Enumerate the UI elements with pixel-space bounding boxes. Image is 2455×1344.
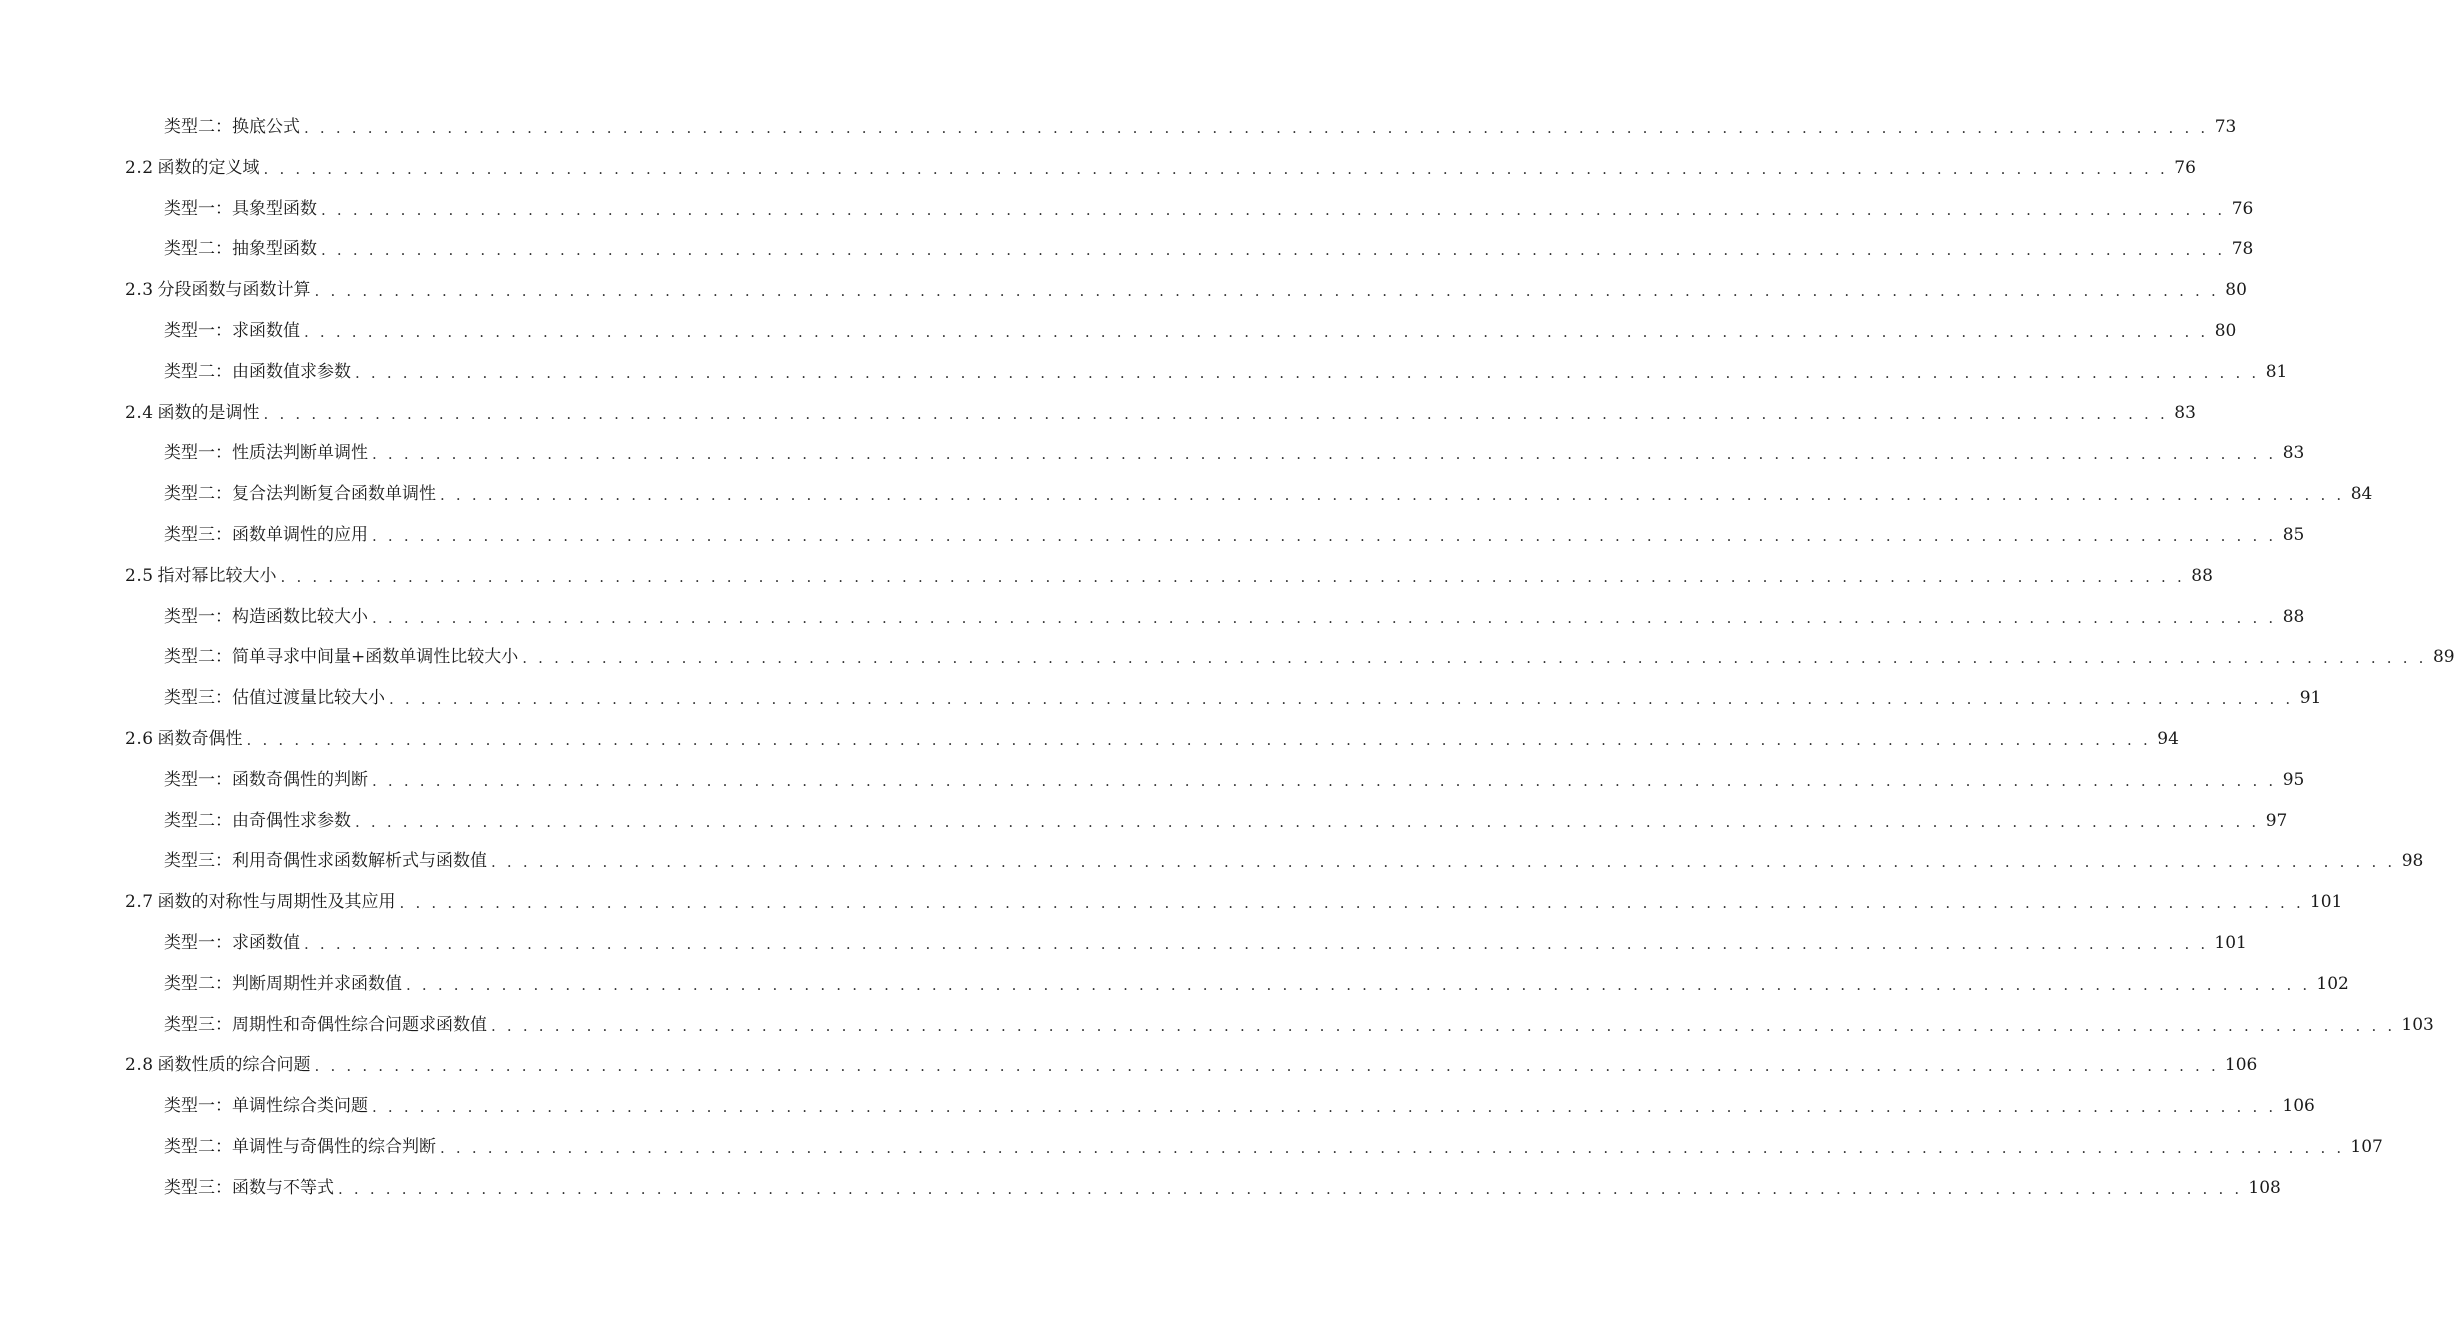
toc-entry-title: 类型二：单调性与奇偶性的综合判断	[164, 1137, 436, 1157]
toc-dot-leader: . . . . . . . . . . . . . . . . . . . . . . . . . . . . . . . . . . . . . . . . . . . . . . . . . . . . . . . . . . . . . . . . . . . . . . . . . . . . . . . . . . . . . . . . . . . . . . . . . . . . . . . . . . . . . . . . . . . . . . . .	[372, 771, 2277, 790]
toc-entry-title: 类型一：函数奇偶性的判断	[164, 769, 368, 790]
toc-section-number: 2.7	[125, 892, 154, 913]
toc-page-number: 88	[2191, 565, 2213, 586]
toc-dot-leader: . . . . . . . . . . . . . . . . . . . . . . . . . . . . . . . . . . . . . . . . . . . . . . . . . . . . . . . . . . . . . . . . . . . . . . . . . . . . . . . . . . . . . . . . . . . . . . . . . . . . . . . . . . . . . . . . . . . . . . . .	[304, 119, 2209, 137]
toc-entry-title: 分段函数与函数计算	[157, 280, 311, 301]
toc-entry-title: 类型一：求函数值	[164, 933, 300, 953]
toc-subsection-entry[interactable]	[0, 683, 2322, 713]
toc-page-number: 76	[2174, 157, 2196, 178]
toc-page-number: 73	[2214, 117, 2237, 137]
toc-entry-title: 类型二：抽象型函数	[164, 239, 317, 260]
toc-section-entry[interactable]	[0, 398, 2196, 428]
toc-subsection-entry[interactable]	[0, 1173, 2281, 1203]
toc-subsection-entry[interactable]	[0, 234, 2254, 264]
toc-entry-title: 指对幂比较大小	[157, 565, 277, 586]
toc-section-number: 2.3	[125, 280, 154, 301]
toc-page-number: 107	[2350, 1137, 2383, 1157]
toc-page-number: 76	[2231, 198, 2254, 219]
toc-subsection-entry[interactable]	[0, 806, 2288, 836]
toc-page-number: 94	[2157, 729, 2179, 749]
toc-dot-leader: . . . . . . . . . . . . . . . . . . . . . . . . . . . . . . . . . . . . . . . . . . . . . . . . . . . . . . . . . . . . . . . . . . . . . . . . . . . . . . . . . . . . . . . . . . . . . . . . . . . . . . . . . . . . . . . . . . . . . . . .	[440, 1139, 2345, 1157]
toc-subsection-entry[interactable]	[0, 602, 2305, 632]
toc-section-number: 2.6	[125, 729, 154, 749]
toc-page-number: 78	[2231, 239, 2254, 260]
toc-section-number: 2.5	[125, 565, 154, 586]
toc-subsection-entry[interactable]	[0, 1091, 2315, 1121]
toc-dot-leader: . . . . . . . . . . . . . . . . . . . . . . . . . . . . . . . . . . . . . . . . . . . . . . . . . . . . . . . . . . . . . . . . . . . . . . . . . . . . . . . . . . . . . . . . . . . . . . . . . . . . . . . . . . . . . . . . . . . . . . . .	[280, 567, 2185, 586]
toc-entry-title: 类型一：具象型函数	[164, 198, 317, 219]
toc-page-number: 81	[2265, 361, 2288, 382]
toc-entry-title: 类型三：估值过渡量比较大小	[164, 688, 385, 709]
toc-dot-leader: . . . . . . . . . . . . . . . . . . . . . . . . . . . . . . . . . . . . . . . . . . . . . . . . . . . . . . . . . . . . . . . . . . . . . . . . . . . . . . . . . . . . . . . . . . . . . . . . . . . . . . . . . . . . . . . . . . . . . . . .	[355, 363, 2260, 382]
toc-page-number: 106	[2282, 1096, 2315, 1117]
toc-section-number: 2.2	[125, 157, 154, 178]
toc-section-number: 2.8	[125, 1055, 154, 1076]
toc-dot-leader: . . . . . . . . . . . . . . . . . . . . . . . . . . . . . . . . . . . . . . . . . . . . . . . . . . . . . . . . . . . . . . . . . . . . . . . . . . . . . . . . . . . . . . . . . . . . . . . . . . . . . . . . . . . . . . . . . . . . . . . .	[246, 731, 2151, 749]
toc-entry-title: 类型一：性质法判断单调性	[164, 443, 368, 464]
toc-dot-leader: . . . . . . . . . . . . . . . . . . . . . . . . . . . . . . . . . . . . . . . . . . . . . . . . . . . . . . . . . . . . . . . . . . . . . . . . . . . . . . . . . . . . . . . . . . . . . . . . . . . . . . . . . . . . . . . . . . . . . . . .	[263, 404, 2168, 423]
toc-section-entry[interactable]	[0, 561, 2213, 591]
toc-section-entry[interactable]	[0, 153, 2196, 183]
toc-dot-leader: . . . . . . . . . . . . . . . . . . . . . . . . . . . . . . . . . . . . . . . . . . . . . . . . . . . . . . . . . . . . . . . . . . . . . . . . . . . . . . . . . . . . . . . . . . . . . . . . . . . . . . . . . . . . . . . . . . . . . . . .	[372, 445, 2277, 464]
toc-dot-leader: . . . . . . . . . . . . . . . . . . . . . . . . . . . . . . . . . . . . . . . . . . . . . . . . . . . . . . . . . . . . . . . . . . . . . . . . . . . . . . . . . . . . . . . . . . . . . . . . . . . . . . . . . . . . . . . . . . . . . . . .	[372, 1098, 2277, 1117]
toc-entry-title: 函数奇偶性	[157, 729, 243, 749]
toc-dot-leader: . . . . . . . . . . . . . . . . . . . . . . . . . . . . . . . . . . . . . . . . . . . . . . . . . . . . . . . . . . . . . . . . . . . . . . . . . . . . . . . . . . . . . . . . . . . . . . . . . . . . . . . . . . . . . . . . . . . . . . . .	[406, 975, 2311, 994]
toc-subsection-entry[interactable]	[0, 112, 2237, 142]
toc-dot-leader: . . . . . . . . . . . . . . . . . . . . . . . . . . . . . . . . . . . . . . . . . . . . . . . . . . . . . . . . . . . . . . . . . . . . . . . . . . . . . . . . . . . . . . . . . . . . . . . . . . . . . . . . . . . . . . . . . . . . . . . .	[321, 200, 2226, 219]
toc-subsection-entry[interactable]	[0, 357, 2288, 387]
toc-section-entry[interactable]	[0, 1050, 2258, 1080]
toc-dot-leader: . . . . . . . . . . . . . . . . . . . . . . . . . . . . . . . . . . . . . . . . . . . . . . . . . . . . . . . . . . . . . . . . . . . . . . . . . . . . . . . . . . . . . . . . . . . . . . . . . . . . . . . . . . . . . . . . . . . . . . . .	[522, 649, 2427, 668]
toc-page-number: 80	[2225, 280, 2247, 301]
toc-entry-title: 类型三：函数单调性的应用	[164, 525, 368, 545]
toc-entry-title: 类型一：构造函数比较大小	[164, 606, 368, 627]
toc-entry-title: 类型三：利用奇偶性求函数解析式与函数值	[164, 851, 487, 872]
toc-entry-title: 类型二：由函数值求参数	[164, 361, 351, 382]
toc-dot-leader: . . . . . . . . . . . . . . . . . . . . . . . . . . . . . . . . . . . . . . . . . . . . . . . . . . . . . . . . . . . . . . . . . . . . . . . . . . . . . . . . . . . . . . . . . . . . . . . . . . . . . . . . . . . . . . . . . . . . . . . .	[491, 853, 2396, 872]
toc-page-number: 85	[2282, 525, 2305, 545]
toc-entry-title: 类型一：单调性综合类问题	[164, 1096, 368, 1117]
toc-subsection-entry[interactable]	[0, 969, 2349, 999]
toc-section-entry[interactable]	[0, 724, 2179, 754]
toc-subsection-entry[interactable]	[0, 846, 2424, 876]
toc-page-number: 108	[2248, 1177, 2281, 1198]
toc-page-number: 83	[2282, 443, 2305, 464]
toc-subsection-entry[interactable]	[0, 316, 2237, 346]
toc-dot-leader: . . . . . . . . . . . . . . . . . . . . . . . . . . . . . . . . . . . . . . . . . . . . . . . . . . . . . . . . . . . . . . . . . . . . . . . . . . . . . . . . . . . . . . . . . . . . . . . . . . . . . . . . . . . . . . . . . . . . . . . .	[338, 1179, 2243, 1198]
toc-dot-leader: . . . . . . . . . . . . . . . . . . . . . . . . . . . . . . . . . . . . . . . . . . . . . . . . . . . . . . . . . . . . . . . . . . . . . . . . . . . . . . . . . . . . . . . . . . . . . . . . . . . . . . . . . . . . . . . . . . . . . . . .	[440, 486, 2345, 505]
toc-entry-title: 类型二：判断周期性并求函数值	[164, 973, 402, 994]
toc-subsection-entry[interactable]	[0, 765, 2305, 795]
toc-dot-leader: . . . . . . . . . . . . . . . . . . . . . . . . . . . . . . . . . . . . . . . . . . . . . . . . . . . . . . . . . . . . . . . . . . . . . . . . . . . . . . . . . . . . . . . . . . . . . . . . . . . . . . . . . . . . . . . . . . . . . . . .	[389, 690, 2294, 709]
toc-dot-leader: . . . . . . . . . . . . . . . . . . . . . . . . . . . . . . . . . . . . . . . . . . . . . . . . . . . . . . . . . . . . . . . . . . . . . . . . . . . . . . . . . . . . . . . . . . . . . . . . . . . . . . . . . . . . . . . . . . . . . . . .	[304, 935, 2209, 953]
toc-subsection-entry[interactable]	[0, 520, 2305, 550]
toc-entry-title: 函数的定义域	[157, 157, 260, 178]
toc-entry-title: 函数的是调性	[157, 402, 260, 423]
toc-subsection-entry[interactable]	[0, 194, 2254, 224]
toc-page-number: 101	[2214, 933, 2247, 953]
toc-entry-title: 类型二：复合法判断复合函数单调性	[164, 484, 436, 505]
toc-page-number: 102	[2316, 973, 2349, 994]
toc-page-number: 95	[2282, 769, 2305, 790]
toc-page-number: 84	[2350, 484, 2373, 505]
toc-section-number: 2.4	[125, 402, 154, 423]
toc-dot-leader: . . . . . . . . . . . . . . . . . . . . . . . . . . . . . . . . . . . . . . . . . . . . . . . . . . . . . . . . . . . . . . . . . . . . . . . . . . . . . . . . . . . . . . . . . . . . . . . . . . . . . . . . . . . . . . . . . . . . . . . .	[372, 527, 2277, 545]
toc-page-number: 98	[2401, 851, 2424, 872]
toc-subsection-entry[interactable]	[0, 438, 2305, 468]
toc-entry-title: 函数的对称性与周期性及其应用	[157, 892, 396, 913]
toc-page-number: 83	[2174, 402, 2196, 423]
toc-entry-title: 类型三：周期性和奇偶性综合问题求函数值	[164, 1014, 487, 1035]
toc-page-number: 80	[2214, 321, 2237, 341]
toc-page-number: 97	[2265, 810, 2288, 831]
toc-entry-title: 类型二：简单寻求中间量+函数单调性比较大小	[164, 647, 519, 668]
toc-dot-leader: . . . . . . . . . . . . . . . . . . . . . . . . . . . . . . . . . . . . . . . . . . . . . . . . . . . . . . . . . . . . . . . . . . . . . . . . . . . . . . . . . . . . . . . . . . . . . . . . . . . . . . . . . . . . . . . . . . . . . . . .	[314, 1057, 2219, 1076]
toc-page-number: 88	[2282, 606, 2305, 627]
toc-subsection-entry[interactable]	[0, 1132, 2383, 1162]
toc-page-number: 106	[2224, 1055, 2258, 1076]
toc-dot-leader: . . . . . . . . . . . . . . . . . . . . . . . . . . . . . . . . . . . . . . . . . . . . . . . . . . . . . . . . . . . . . . . . . . . . . . . . . . . . . . . . . . . . . . . . . . . . . . . . . . . . . . . . . . . . . . . . . . . . . . . .	[304, 323, 2209, 341]
toc-subsection-entry[interactable]	[0, 1010, 2434, 1040]
toc-entry-title: 函数性质的综合问题	[157, 1055, 311, 1076]
toc-dot-leader: . . . . . . . . . . . . . . . . . . . . . . . . . . . . . . . . . . . . . . . . . . . . . . . . . . . . . . . . . . . . . . . . . . . . . . . . . . . . . . . . . . . . . . . . . . . . . . . . . . . . . . . . . . . . . . . . . . . . . . . .	[263, 159, 2168, 178]
toc-dot-leader: . . . . . . . . . . . . . . . . . . . . . . . . . . . . . . . . . . . . . . . . . . . . . . . . . . . . . . . . . . . . . . . . . . . . . . . . . . . . . . . . . . . . . . . . . . . . . . . . . . . . . . . . . . . . . . . . . . . . . . . .	[372, 608, 2277, 627]
toc-entry-title: 类型二：由奇偶性求参数	[164, 810, 351, 831]
toc-page-number: 101	[2309, 892, 2343, 913]
toc-page-number: 89	[2432, 647, 2455, 668]
toc-page-number: 91	[2299, 688, 2322, 709]
toc-section-entry[interactable]	[0, 887, 2343, 917]
toc-entry-title: 类型二：换底公式	[164, 117, 300, 137]
toc-subsection-entry[interactable]	[0, 642, 2455, 672]
toc-subsection-entry[interactable]	[0, 928, 2247, 958]
toc-section-entry[interactable]	[0, 275, 2247, 305]
toc-subsection-entry[interactable]	[0, 479, 2373, 509]
toc-dot-leader: . . . . . . . . . . . . . . . . . . . . . . . . . . . . . . . . . . . . . . . . . . . . . . . . . . . . . . . . . . . . . . . . . . . . . . . . . . . . . . . . . . . . . . . . . . . . . . . . . . . . . . . . . . . . . . . . . . . . . . . .	[491, 1016, 2396, 1035]
toc-dot-leader: . . . . . . . . . . . . . . . . . . . . . . . . . . . . . . . . . . . . . . . . . . . . . . . . . . . . . . . . . . . . . . . . . . . . . . . . . . . . . . . . . . . . . . . . . . . . . . . . . . . . . . . . . . . . . . . . . . . . . . . .	[314, 282, 2219, 301]
toc-entry-title: 类型一：求函数值	[164, 321, 300, 341]
toc-dot-leader: . . . . . . . . . . . . . . . . . . . . . . . . . . . . . . . . . . . . . . . . . . . . . . . . . . . . . . . . . . . . . . . . . . . . . . . . . . . . . . . . . . . . . . . . . . . . . . . . . . . . . . . . . . . . . . . . . . . . . . . .	[355, 812, 2260, 831]
toc-page-number: 103	[2401, 1014, 2434, 1035]
toc-entry-title: 类型三：函数与不等式	[164, 1177, 334, 1198]
toc-dot-leader: . . . . . . . . . . . . . . . . . . . . . . . . . . . . . . . . . . . . . . . . . . . . . . . . . . . . . . . . . . . . . . . . . . . . . . . . . . . . . . . . . . . . . . . . . . . . . . . . . . . . . . . . . . . . . . . . . . . . . . . .	[399, 894, 2304, 913]
toc-dot-leader: . . . . . . . . . . . . . . . . . . . . . . . . . . . . . . . . . . . . . . . . . . . . . . . . . . . . . . . . . . . . . . . . . . . . . . . . . . . . . . . . . . . . . . . . . . . . . . . . . . . . . . . . . . . . . . . . . . . . . . . .	[321, 241, 2226, 260]
